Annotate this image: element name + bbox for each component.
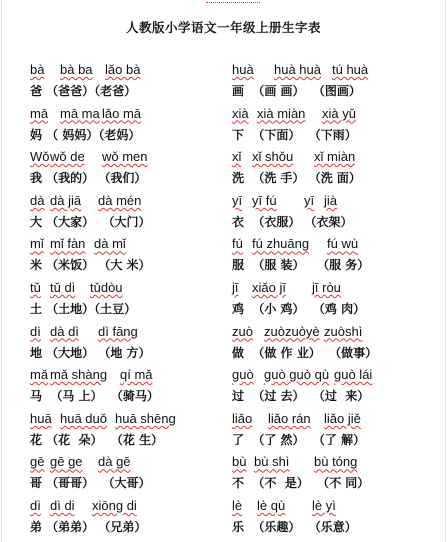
- vocab-entry: [30, 366, 226, 410]
- vocab-entry: [30, 497, 226, 541]
- pinyin-word: liǎo: [232, 410, 253, 426]
- pinyin-word: xià yǔ: [322, 105, 356, 121]
- hanzi-line: 不 （不 是） （不 同）: [232, 476, 370, 491]
- pinyin-word: xià: [232, 105, 249, 121]
- pinyin-word: bù: [232, 454, 247, 470]
- pinyin-word: mǐ: [30, 236, 44, 252]
- pinyin-word: bù tóng: [314, 454, 358, 470]
- vocab-entry: [30, 279, 226, 323]
- pinyin-word: guò: [232, 367, 254, 383]
- pinyin-word: zuòshì: [324, 323, 363, 339]
- pinyin-word: lǎo mā: [102, 105, 142, 121]
- pinyin-word: tǔdòu: [90, 280, 123, 295]
- hanzi-line: 马 （马 上） （骑马）: [30, 389, 159, 404]
- pinyin-word: xǐ shǒu: [252, 149, 294, 165]
- pinyin-word: wǒ de: [50, 149, 85, 165]
- pinyin-word: jī: [232, 280, 239, 295]
- pinyin-word: huā: [30, 410, 52, 426]
- vocab-entry: [30, 192, 226, 236]
- pinyin-word: liǎo rán: [268, 410, 311, 426]
- hanzi-line: 衣 （衣服） （衣架）: [232, 214, 353, 229]
- pinyin-word: bù shì: [254, 454, 290, 470]
- vocab-entry: [232, 235, 432, 279]
- vocab-entry: [232, 279, 432, 323]
- pinyin-word: yī: [304, 192, 315, 208]
- hanzi-line: 过 （过 去） （过 来）: [232, 389, 370, 404]
- pinyin-word: mā: [30, 105, 49, 121]
- vocab-entry: [30, 105, 226, 149]
- hanzi-line: 我 （我的） （我们）: [30, 171, 147, 186]
- pinyin-word: xǐ miàn: [314, 149, 356, 165]
- hanzi-line: 大 （大家） （大门）: [30, 214, 151, 229]
- pinyin-word: zuò: [232, 323, 253, 339]
- hanzi-line: 花 （花 朵） （花 生）: [30, 432, 164, 447]
- page-title: 人教版小学语文一年级上册生字表: [125, 20, 321, 35]
- page-edge-right: [445, 0, 446, 542]
- vocab-entry: [30, 148, 226, 192]
- pinyin-word: dì: [30, 323, 41, 339]
- hanzi-line: 妈 （ 妈妈）（老妈）: [30, 127, 141, 142]
- hanzi-line: 米 （米饭） （大 米）: [30, 258, 151, 273]
- pinyin-word: guò lái: [334, 367, 373, 383]
- pinyin-word: lè: [232, 498, 243, 513]
- pinyin-word: dì di: [50, 498, 75, 513]
- pinyin-word: mǎ: [30, 367, 49, 383]
- hanzi-line: 爸 （爸爸）（老爸）: [30, 84, 137, 98]
- hanzi-line: 地 （大地） （地 方）: [30, 345, 151, 360]
- vocab-entry: [232, 453, 432, 497]
- pinyin-word: dà jiā: [50, 192, 82, 208]
- hanzi-line: 弟 （弟弟） （兄弟）: [30, 520, 147, 534]
- pinyin-word: yī fú: [252, 192, 277, 208]
- vocab-entry: [232, 148, 432, 192]
- vocab-entry: [30, 410, 226, 454]
- pinyin-word: tú huà: [332, 62, 369, 77]
- vocab-entry: [232, 105, 432, 149]
- pinyin-word: gē ge: [50, 454, 83, 470]
- pinyin-word: bà: [30, 62, 45, 77]
- pinyin-word: dà mǐ: [94, 236, 126, 252]
- pinyin-word: lè yì: [312, 498, 336, 513]
- vocab-entry: [30, 61, 226, 105]
- pinyin-word: jī ròu: [312, 280, 341, 295]
- vocab-entry: [232, 323, 432, 367]
- pinyin-word: huà huà: [274, 62, 321, 77]
- pinyin-word: Wǒ: [30, 149, 50, 165]
- hanzi-line: 做 （做 作 业） （做事）: [232, 345, 378, 360]
- header-dotted-mark: [206, 2, 260, 5]
- vocab-entry: [30, 323, 226, 367]
- pinyin-word: tǔ: [30, 280, 41, 295]
- vocab-entry: [232, 497, 432, 541]
- vocab-entry: [232, 192, 432, 236]
- vocab-entry: [232, 61, 432, 105]
- pinyin-word: qí mǎ: [120, 367, 153, 383]
- pinyin-word: fú wù: [327, 236, 359, 252]
- pinyin-word: mǐ fàn: [50, 236, 86, 252]
- pinyin-word: huā shēng: [115, 410, 176, 426]
- pinyin-word: liǎo jiě: [324, 410, 361, 426]
- hanzi-line: 哥 （哥哥） （大哥）: [30, 476, 151, 491]
- hanzi-line: 画 （画 画） （图画）: [232, 84, 361, 98]
- vocab-entry: [232, 410, 432, 454]
- pinyin-word: dà mén: [98, 192, 142, 208]
- pinyin-word: tǔ dì: [50, 280, 76, 295]
- pinyin-word: yī: [232, 192, 243, 208]
- hanzi-line: 土 （土地）（土豆）: [30, 302, 137, 316]
- vocab-entry: [30, 235, 226, 279]
- pinyin-word: lè qù: [257, 498, 286, 513]
- hanzi-line: 下 （下面） （下雨）: [232, 127, 357, 142]
- vocab-entry: [30, 453, 226, 497]
- pinyin-word: dì fāng: [98, 323, 138, 339]
- pinyin-word: jià: [324, 192, 338, 208]
- pinyin-word: guò guò qù: [264, 367, 330, 383]
- pinyin-word: xiǎo jī: [252, 280, 286, 295]
- pinyin-word: zuòzuòyè: [264, 323, 320, 339]
- pinyin-word: dà dì: [50, 323, 79, 339]
- hanzi-line: 洗 （洗 手） （洗 面）: [232, 171, 361, 186]
- pinyin-word: bà ba: [60, 62, 93, 77]
- pinyin-word: xǐ: [232, 149, 242, 165]
- pinyin-word: fú: [232, 236, 243, 252]
- pinyin-word: xiōng di: [92, 498, 137, 513]
- pinyin-word: dì: [30, 498, 41, 513]
- pinyin-word: fú zhuāng: [252, 236, 310, 252]
- pinyin-word: dà: [30, 192, 45, 208]
- pinyin-word: gē: [30, 454, 45, 470]
- page-edge-left: [1, 0, 2, 542]
- hanzi-line: 鸡 （小 鸡） （鸡 肉）: [232, 302, 366, 316]
- hanzi-line: 服 （服 装） （服 务）: [232, 258, 370, 273]
- pinyin-word: mā ma: [60, 105, 100, 121]
- hanzi-line: 了 （了 然） （了 解）: [232, 432, 366, 447]
- pinyin-word: huā duǒ: [60, 410, 107, 426]
- pinyin-word: dà gē: [98, 454, 131, 470]
- pinyin-word: lǎo bà: [105, 62, 141, 77]
- pinyin-word: wǒ men: [102, 149, 148, 165]
- pinyin-word: mǎ shàng: [50, 367, 108, 383]
- pinyin-word: huà: [232, 62, 254, 77]
- pinyin-word: xià miàn: [257, 105, 306, 121]
- hanzi-line: 乐 （乐趣） （乐意）: [232, 520, 357, 534]
- vocab-entry: [232, 366, 432, 410]
